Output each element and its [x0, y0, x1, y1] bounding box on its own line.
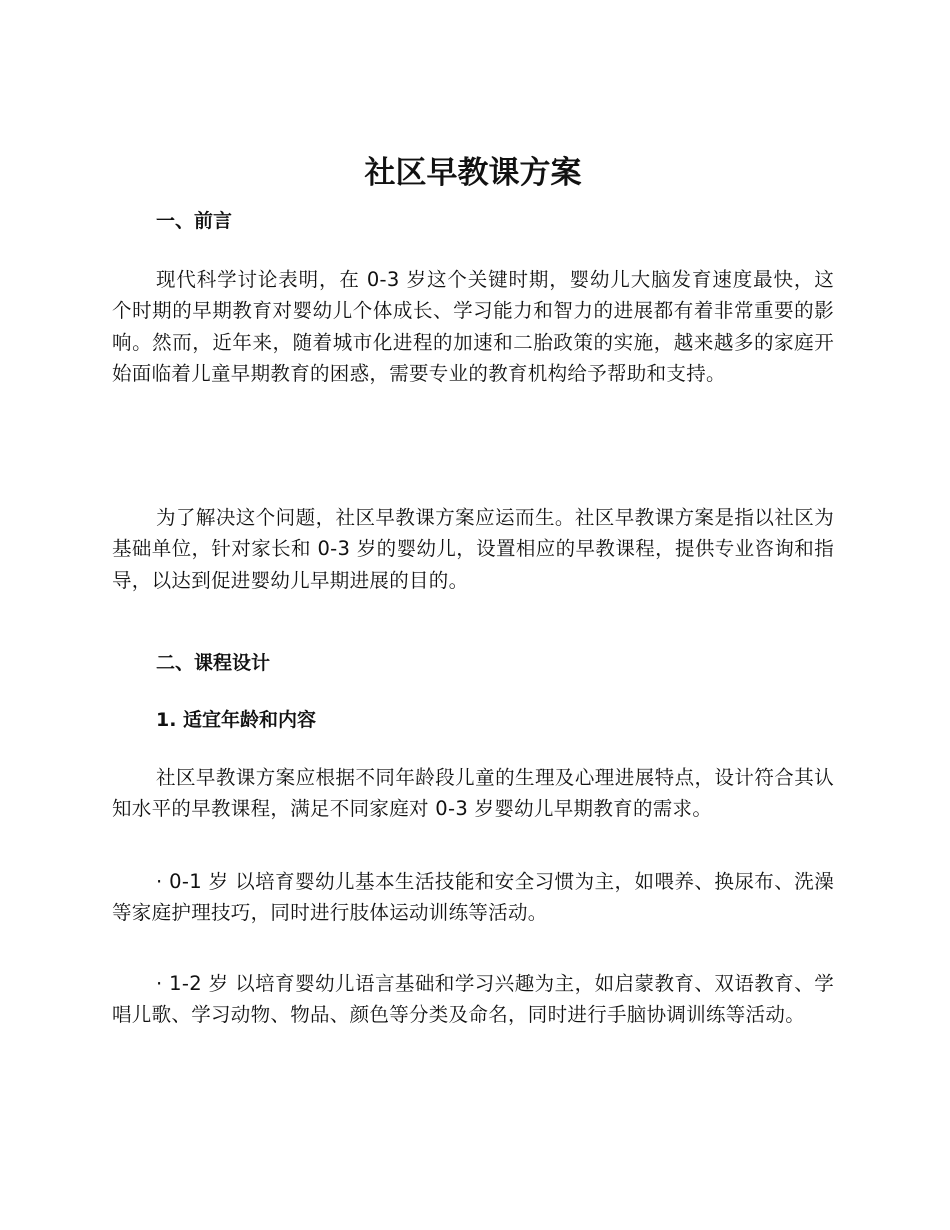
- paragraph-course-design: 社区早教课方案应根据不同年龄段儿童的生理及心理进展特点，设计符合其认知水平的早教课程，满足不同家庭对 0-3 岁婴幼儿早期教育的需求。: [112, 766, 834, 821]
- list-item-age-1-2: · 1-2 岁 以培育婴幼儿语言基础和学习兴趣为主，如启蒙教育、双语教育、学唱儿歌、学习动物、物品、颜色等分类及命名，同时进行手脑协调训练等活动。: [112, 972, 834, 1027]
- paragraph-preface-1: 现代科学讨论表明，在 0-3 岁这个关键时期，婴幼儿大脑发育速度最快，这个时期的早期教育对婴幼儿个体成长、学习能力和智力的进展都有着非常重要的影响。然而，近年来，随着城市化进程的加速和二胎政策的实施，越来越多的家庭开始面临着儿童早期教育的困惑，需要专业的教育机构给予帮助和支持。: [112, 268, 834, 385]
- list-item-age-0-1: · 0-1 岁 以培育婴幼儿基本生活技能和安全习惯为主，如喂养、换尿布、洗澡等家庭护理技巧，同时进行肢体运动训练等活动。: [112, 870, 834, 925]
- subsection-heading-age-content: 1. 适宜年龄和内容: [156, 709, 317, 731]
- document-title: 社区早教课方案: [364, 155, 582, 191]
- section-heading-preface: 一、前言: [156, 210, 233, 232]
- paragraph-preface-2: 为了解决这个问题，社区早教课方案应运而生。社区早教课方案是指以社区为基础单位，针对家长和 0-3 岁的婴幼儿，设置相应的早教课程，提供专业咨询和指导，以达到促进婴幼儿早期进展的目的。: [112, 506, 834, 592]
- section-heading-course-design: 二、课程设计: [156, 652, 271, 674]
